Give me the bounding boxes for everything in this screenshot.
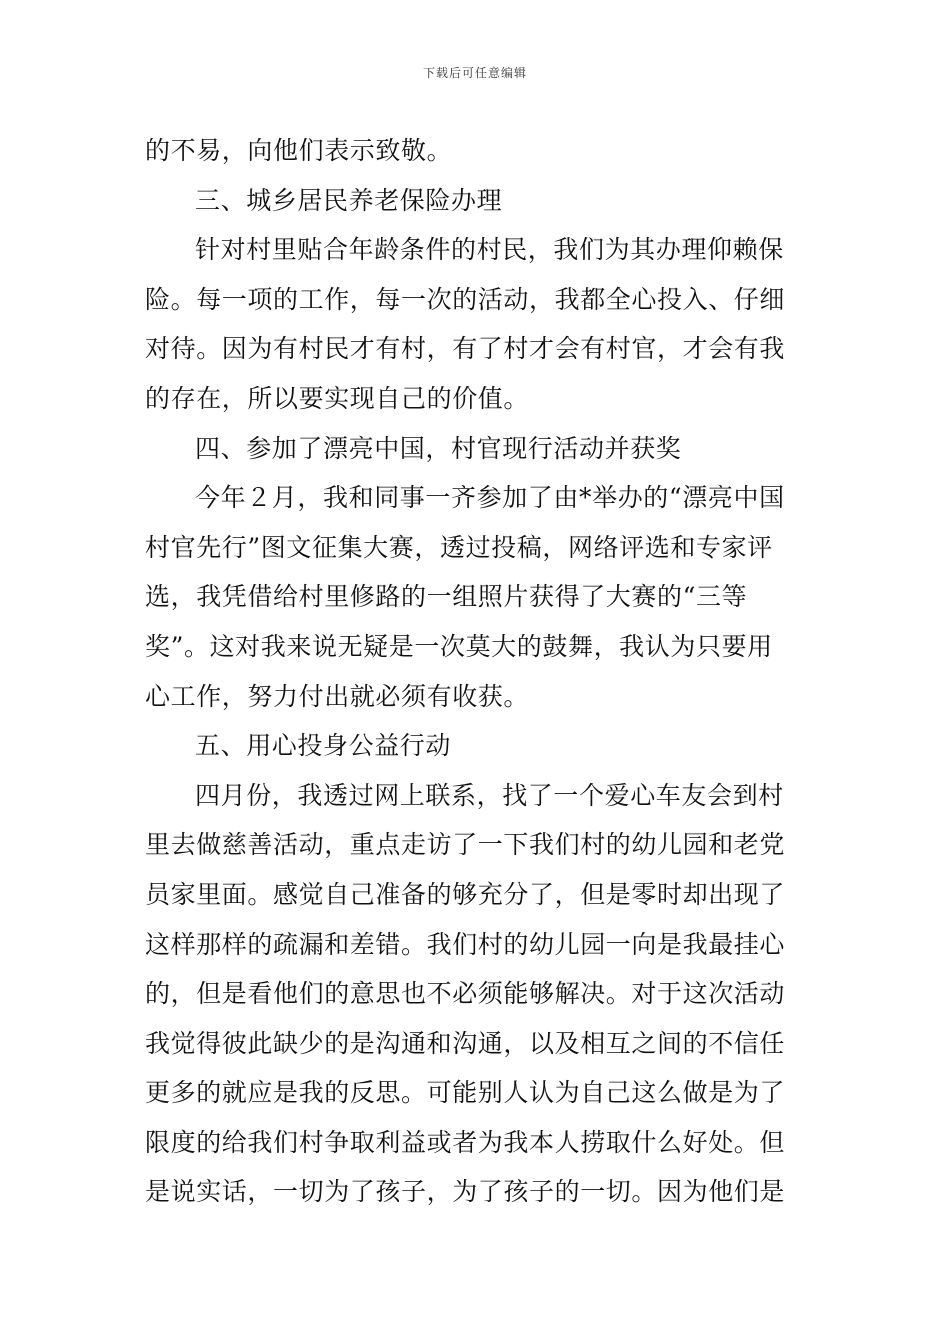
document-body [145, 126, 807, 1217]
text-line: 的，但是看他们的意思也不必须能够解决。对于这次活动 [145, 979, 786, 1009]
text-line: 是说实话，一切为了孩子，为了孩子的一切。因为他们是 [145, 1177, 786, 1207]
section-heading: 五、用心投身公益行动 [195, 731, 452, 761]
text-line: 这样那样的疏漏和差错。我们村的幼儿园一向是我最挂心 [145, 929, 786, 959]
section-heading: 四、参加了漂亮中国，村官现行活动并获奖 [195, 433, 682, 463]
text-line: 今年２月，我和同事一齐参加了由*举办的“漂亮中国 [195, 483, 785, 513]
text-line: 心工作，努力付出就必须有收获。 [145, 681, 530, 711]
text-line: 四月份，我透过网上联系，找了一个爱心车友会到村 [195, 780, 784, 810]
text-line: 对待。因为有村民才有村，有了村才会有村官，才会有我 [145, 334, 786, 364]
text-line: 里去做慈善活动，重点走访了一下我们村的幼儿园和老党 [145, 830, 786, 860]
text-line: 更多的就应是我的反思。可能别人认为自己这么做是为了 [145, 1078, 786, 1108]
page-header: 下载后可任意编辑 [422, 66, 527, 80]
text-line: 我觉得彼此缺少的是沟通和沟通，以及相互之间的不信任 [145, 1028, 786, 1058]
text-line: 员家里面。感觉自己准备的够充分了，但是零时却出现了 [145, 879, 786, 909]
text-line: 险。每一项的工作，每一次的活动，我都全心投入、仔细 [145, 284, 786, 314]
text-line: 的不易，向他们表示致敬。 [145, 136, 453, 165]
section-heading: 三、城乡居民养老保险办理 [195, 185, 503, 215]
text-line: 的存在，所以要实现自己的价值。 [145, 383, 530, 413]
text-line: 村官先行”图文征集大赛，透过投稿，网络评选和专家评 [145, 532, 773, 562]
text-line: 限度的给我们村争取利益或者为我本人捞取什么好处。但 [145, 1127, 786, 1157]
text-line: 选，我凭借给村里修路的一组照片获得了大赛的“三等 [145, 582, 748, 612]
text-line: 奖”。这对我来说无疑是一次莫大的鼓舞，我认为只要用 [145, 631, 773, 661]
text-line: 针对村里贴合年龄条件的村民，我们为其办理仰赖保 [195, 235, 784, 265]
